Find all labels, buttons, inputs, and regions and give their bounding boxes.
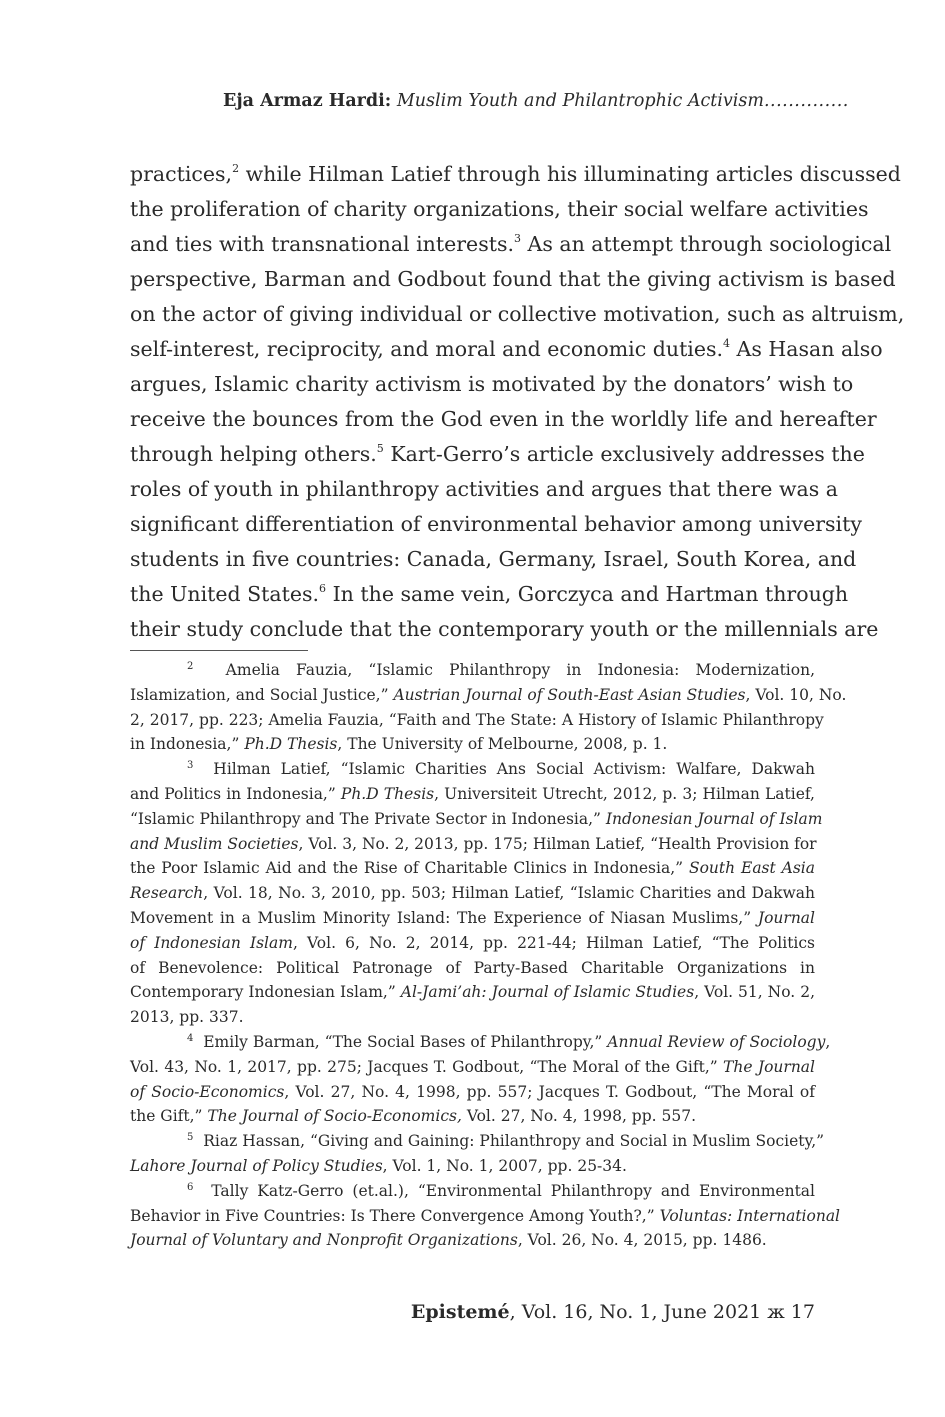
citation-text: in Indonesia,” [130,735,245,754]
footnote-reference[interactable]: 6 [319,582,327,595]
footnote-number: 2 [187,661,194,672]
footer-issue-details: , Vol. 16, No. 1, June 2021 ж 17 [509,1301,815,1323]
citation-title: The Journal [723,1057,815,1076]
footnote-line [130,1204,841,1229]
body-text-segment: their study conclude that the contemporary youth or the millennials are [130,617,879,641]
footnote-line [130,1129,825,1154]
citation-text: 2, 2017, pp. 223; Amelia Fauzia, “Faith and The State: A History of Islamic Philanthropy [130,710,824,729]
footnote-line [130,980,815,1005]
footnote-number: 6 [187,1181,194,1193]
footnote-line [130,881,815,906]
citation-text: Behavior in Five Countries: Is There Convergence Among Youth?,” [130,1206,660,1225]
footnote-line [130,1030,831,1055]
citation-text: Tally Katz-Gerro (et.al.), “Environmental Philanthropy and Environmental [211,1181,815,1200]
citation-title: of Indonesian Islam [130,933,293,952]
footnote-line [130,732,815,757]
citation-title: of Socio-Economics [130,1082,285,1101]
body-paragraph [130,157,905,647]
body-text-segment: practices, [130,162,233,186]
footnote-line [130,1154,815,1179]
citation-text: Vol. 43, No. 1, 2017, pp. 275; Jacques T. Godbout, “The Moral of the Gift,” [130,1057,724,1076]
body-line [130,612,879,647]
body-text-segment: receive the bounces from the God even in the worldly life and hereafter [130,407,877,431]
citation-text: Riaz Hassan, “Giving and Gaining: Philanthropy and Social in Muslim Society,” [203,1132,825,1151]
running-head [223,91,849,111]
footnote-line [130,1005,815,1030]
body-line [130,262,896,297]
citation-text: , Universiteit Utrecht, 2012, p. 3; Hilman Latief, [434,784,815,803]
page-footer [411,1301,815,1323]
footnote-reference[interactable]: 2 [232,162,240,175]
citation-text: , Vol. 27, No. 4, 1998, pp. 557; Jacques T. Godbout, “The Moral of [284,1082,815,1101]
running-head-author: Eja Armaz Hardi: [223,91,392,111]
body-line [130,227,892,262]
citation-text: Emily Barman, “The Social Bases of Philanthropy,” [203,1032,608,1051]
citation-text: , Vol. 26, No. 4, 2015, pp. 1486. [517,1231,767,1250]
footnote-line [130,683,847,708]
citation-text: Islamization, and Social Justice,” [130,685,394,704]
body-line [130,332,883,367]
body-text-segment: on the actor of giving individual or collective motivation, such as altruism, [130,302,905,326]
body-text-segment: argues, Islamic charity activism is motivated by the donators’ wish to [130,372,854,396]
footnote-line [130,1080,815,1105]
body-text-segment: and ties with transnational interests. [130,232,514,256]
citation-title: Annual Review of Sociology [607,1032,826,1051]
citation-text: of Benevolence: Political Patronage of Party-Based Charitable Organizations in [130,958,815,977]
citation-title: Ph.D Thesis [340,784,435,803]
footnote-line [130,1179,815,1204]
footnote-divider [130,650,308,651]
body-line [130,402,877,437]
citation-title: Research [130,884,204,903]
body-text-segment: roles of youth in philanthropy activities and argues that there was a [130,477,838,501]
running-head-dots: .............. [763,91,849,111]
footnote-reference[interactable]: 4 [723,337,731,350]
body-line [130,157,901,192]
footnote-line [130,832,815,857]
citation-text: Amelia Fauzia, “Islamic Philanthropy in Indonesia: Modernization, [225,661,816,679]
citation-title: Austrian Journal of South-East Asian Studies [393,685,746,704]
citation-text: Hilman Latief, “Islamic Charities Ans Social Activism: Walfare, Dakwah [213,760,815,779]
body-text-segment: the United States. [130,582,320,606]
footnote-line [130,658,815,683]
citation-text: Movement in a Muslim Minority Island: The Experience of Niasan Muslims,” [130,908,758,927]
citation-title: Journal of Voluntary and Nonprofit Organizations [130,1231,518,1250]
citation-title: Voluntas: International [659,1206,841,1225]
citation-title: Journal [757,908,815,927]
citation-title: Ph.D Thesis [244,735,338,754]
body-line [130,577,849,612]
footnote-reference[interactable]: 5 [376,442,384,455]
body-text-segment: significant differentiation of environmental behavior among university [130,512,862,536]
footnote-number: 4 [187,1032,194,1044]
citation-text: , [825,1032,831,1051]
footnote-line [130,1104,815,1129]
citation-text: Vol. 27, No. 4, 1998, pp. 557. [461,1107,697,1126]
footnote-reference[interactable]: 3 [514,232,521,245]
citation-title: and Muslim Societies [130,834,299,853]
body-line [130,437,865,472]
body-text-segment: perspective, Barman and Godbout found that the giving activism is based [130,267,896,291]
body-line [130,542,857,577]
body-text-segment: As an attempt through sociological [521,232,892,256]
body-text-segment: self-interest, reciprocity, and moral and economic duties. [130,337,724,361]
body-text-segment: In the same vein, Gorczyca and Hartman through [326,582,849,606]
footnote-line [130,1055,815,1080]
citation-text: , Vol. 18, No. 3, 2010, pp. 503; Hilman Latief, “Islamic Charities and Dakwah [203,884,815,903]
footnote-line [130,708,824,733]
footnote-line [130,931,815,956]
body-text-segment: the proliferation of charity organizations, their social welfare activities [130,197,869,221]
citation-title: Lahore Journal of Policy Studies [130,1156,383,1175]
footnote-line [130,906,815,931]
footnote-number: 3 [187,760,194,772]
footnotes [130,658,847,1253]
body-text-segment: through helping others. [130,442,377,466]
body-text-segment: As Hasan also [730,337,883,361]
citation-text: Contemporary Indonesian Islam,” [130,983,401,1002]
citation-title: Al-Jami’ah: Journal of Islamic Studies [400,983,695,1002]
citation-text: , Vol. 6, No. 2, 2014, pp. 221-44; Hilman Latief, “The Politics [292,933,816,952]
body-text-segment: while Hilman Latief through his illuminating articles discussed [239,162,901,186]
body-line [130,507,862,542]
citation-title: Indonesian Journal of Islam [605,809,823,828]
footnote-line [130,956,815,981]
citation-text: , The University of Melbourne, 2008, p. 1. [337,735,668,754]
citation-text: the Gift,” [130,1107,208,1126]
footnote-line [130,757,815,782]
footnote-line [130,856,815,881]
footnote-line [130,1228,815,1253]
footer-journal-name: Epistemé [410,1301,510,1323]
footnote-number: 5 [187,1132,194,1144]
citation-text: , Vol. 10, No. [745,685,847,704]
body-text-segment: students in five countries: Canada, Germany, Israel, South Korea, and [130,547,857,571]
body-line [130,367,854,402]
body-line [130,472,838,507]
citation-text: 2013, pp. 337. [130,1008,244,1027]
footnote-line [130,782,815,807]
citation-text: the Poor Islamic Aid and the Rise of Charitable Clinics in Indonesia,” [130,859,689,878]
body-line [130,297,905,332]
citation-text: and Politics in Indonesia,” [130,784,341,803]
citation-text: , Vol. 3, No. 2, 2013, pp. 175; Hilman Latief, “Health Provision for [298,834,817,853]
body-text-segment: Kart-Gerro’s article exclusively addresses the [383,442,865,466]
running-head-title: Muslim Youth and Philantrophic Activism [396,91,764,111]
citation-title: The Journal of Socio-Economics, [207,1107,462,1126]
citation-text: “Islamic Philanthropy and The Private Sector in Indonesia,” [130,809,606,828]
citation-text: , Vol. 51, No. 2, [694,983,816,1002]
citation-text: , Vol. 1, No. 1, 2007, pp. 25-34. [382,1156,627,1175]
body-line [130,192,869,227]
footnote-line [130,807,823,832]
citation-title: South East Asia [688,859,815,878]
